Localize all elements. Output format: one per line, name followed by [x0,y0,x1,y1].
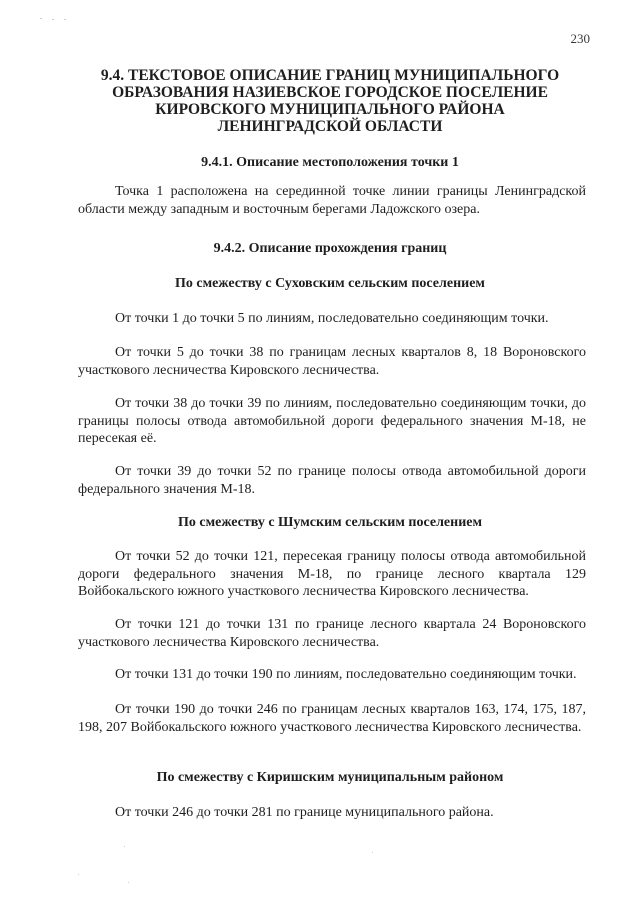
scan-speck [372,852,373,853]
main-heading-line-2: ОБРАЗОВАНИЯ НАЗИЕВСКОЕ ГОРОДСКОЕ ПОСЕЛЕНИЕ [112,84,548,101]
sukhovskoe-paragraph-1: От точки 1 до точки 5 по линиям, последовательно соединяющим точки. [115,311,549,326]
shumskoe-paragraph-4: От точки 190 до точки 246 по границам лесных кварталов 163, 174, 175, 187, 198, 207 Войбокальского южного участкового лесничества Кировского лесничества. [78,702,586,735]
shumskoe-paragraph-3: От точки 131 до точки 190 по линиям, последовательно соединяющим точки. [115,667,577,682]
sukhovskoe-paragraph-4: От точки 39 до точки 52 по границе полосы отвода автомобильной дороги федерального значения М-18. [78,464,586,497]
sukhovskoe-paragraph-3: От точки 38 до точки 39 по линиям, последовательно соединяющим точки, до границы полосы отвода автомобильной дороги федерального значения М-18, не пересекая её. [78,396,586,446]
section-941-title: 9.4.1. Описание местоположения точки 1 [201,155,459,170]
shumskoe-paragraph-2: От точки 121 до точки 131 по границе лесного квартала 24 Вороновского участкового лесничества Кировского лесничества. [78,617,586,650]
scan-speck [78,874,79,875]
scan-speck [64,19,66,20]
shumskoe-paragraph-1: От точки 52 до точки 121, пересекая границу полосы отвода автомобильной дороги федерального значения М-18, по границе лесного квартала 129 Войбокальского южного участкового лесничества Кировского лесничества. [78,549,586,599]
main-heading-line-3: КИРОВСКОГО МУНИЦИПАЛЬНОГО РАЙОНА [155,101,505,118]
sukhovskoe-paragraph-2: От точки 5 до точки 38 по границам лесных кварталов 8, 18 Вороновского участкового лесничества Кировского лесничества. [78,345,586,378]
scan-speck [52,19,54,20]
scan-speck [124,846,125,847]
scan-speck [128,882,129,883]
shumskoe-title: По смежеству с Шумским сельским поселением [177,515,483,530]
scan-speck [40,18,42,19]
kirishi-title: По смежеству с Киришским муниципальным районом [156,770,504,785]
sukhovskoe-title: По смежеству с Суховским сельским поселением [175,276,485,291]
kirishi-paragraph-1: От точки 246 до точки 281 по границе муниципального района. [115,805,494,820]
section-941-text: Точка 1 расположена на серединной точке линии границы Ленинградской области между западным и восточным берегами Ладожского озера. [78,184,586,217]
page-number: 230 [570,31,590,46]
main-heading [70,67,590,135]
main-heading-line-4: ЛЕНИНГРАДСКОЙ ОБЛАСТИ [217,118,443,135]
section-942-title: 9.4.2. Описание прохождения границ [213,241,447,256]
main-heading-line-1: 9.4. ТЕКСТОВОЕ ОПИСАНИЕ ГРАНИЦ МУНИЦИПАЛЬНОГО [100,67,560,84]
